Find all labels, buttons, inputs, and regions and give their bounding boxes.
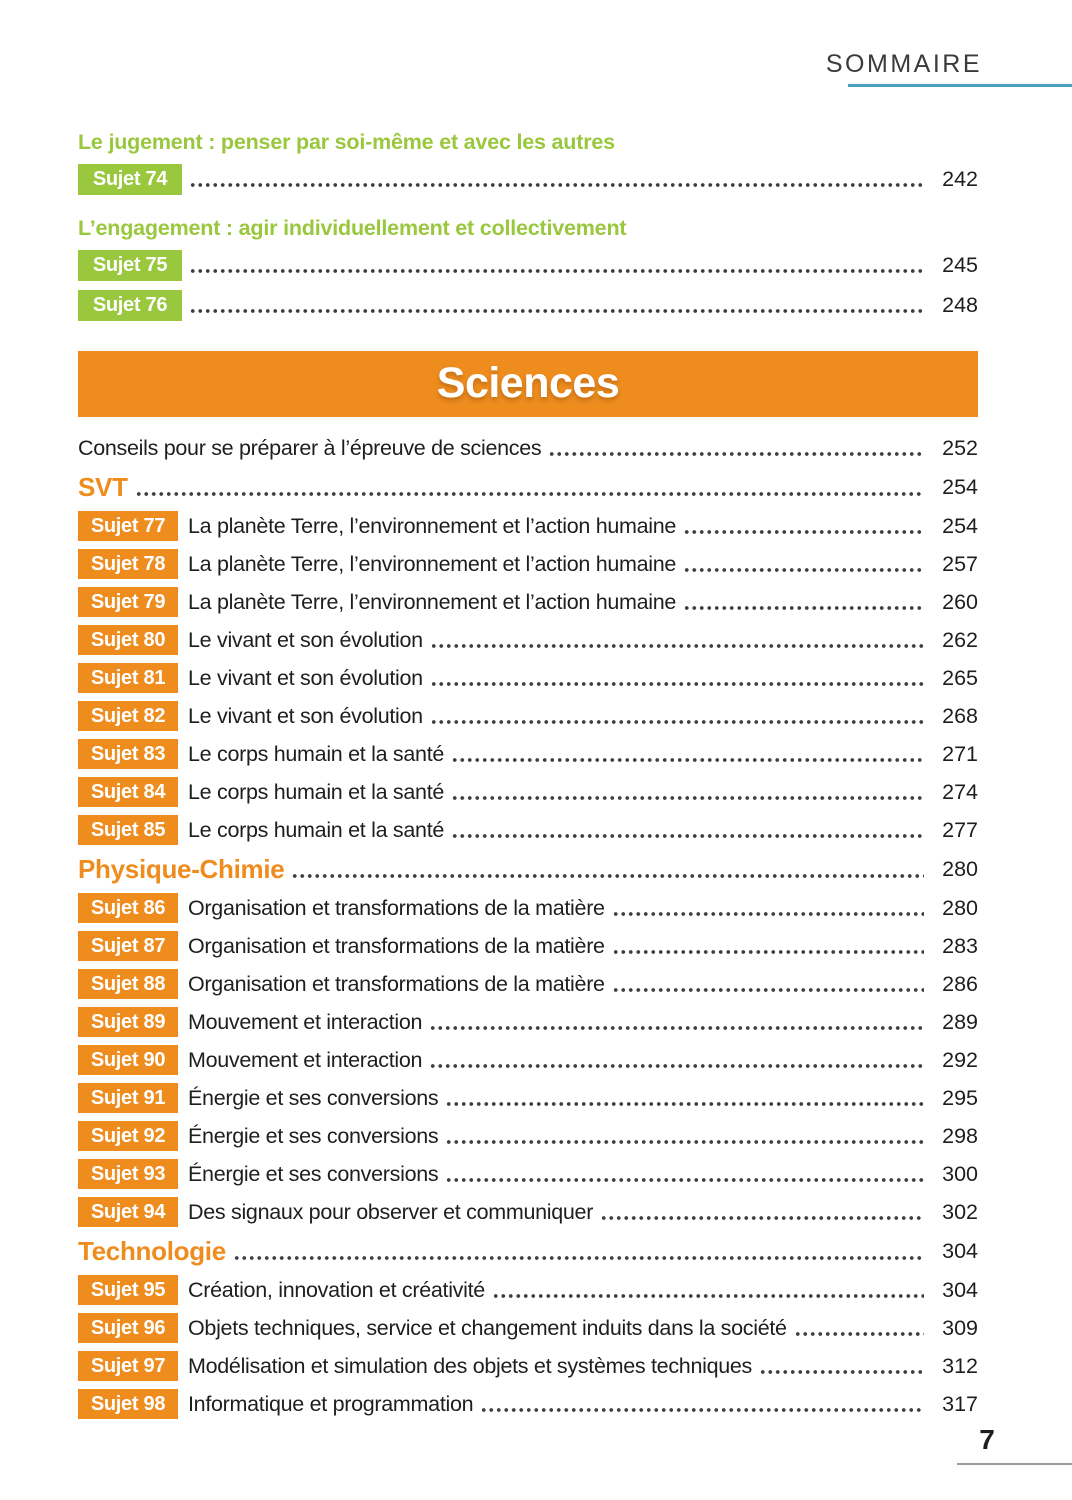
dotted-leader: [794, 1331, 924, 1337]
entry-page-number: 274: [942, 779, 978, 804]
part-banner: [78, 351, 978, 417]
entry-title: Énergie et ses conversions: [188, 1086, 439, 1110]
dotted-leader: [233, 1255, 924, 1261]
entry-page-number: 268: [942, 703, 978, 728]
dotted-leader: [451, 757, 924, 763]
entry-page-number: 252: [942, 435, 978, 460]
entry-page-number: 242: [942, 166, 978, 191]
dotted-leader: [683, 605, 924, 611]
entry-page-number: 254: [942, 513, 978, 538]
entry-title: Mouvement et interaction: [188, 1048, 423, 1072]
subject-badge: Sujet 78: [78, 549, 178, 579]
toc-entry-row: [78, 659, 978, 697]
dotted-leader: [189, 268, 924, 274]
entry-title: La planète Terre, l’environnement et l’action humaine: [188, 514, 677, 538]
dotted-leader: [451, 833, 924, 839]
subject-badge: Sujet 83: [78, 739, 178, 769]
dotted-leader: [430, 643, 924, 649]
dotted-leader: [683, 567, 924, 573]
header-underline-rule: [848, 84, 1072, 87]
toc-entry-row: [78, 773, 978, 811]
toc-entry-row: [78, 889, 978, 927]
dotted-leader: [492, 1293, 924, 1299]
entry-page-number: 304: [942, 1277, 978, 1302]
toc-entry-row: [78, 697, 978, 735]
toc-entry-row: [78, 621, 978, 659]
subject-badge: Sujet 94: [78, 1197, 178, 1227]
entry-page-number: 254: [942, 474, 978, 499]
subject-badge: Sujet 79: [78, 587, 178, 617]
chapter-heading: Le jugement : penser par soi-même et avec les autres: [78, 130, 615, 154]
dotted-leader: [759, 1369, 924, 1375]
entry-page-number: 286: [942, 971, 978, 996]
dotted-leader: [189, 182, 924, 188]
dotted-leader: [612, 987, 924, 993]
entry-title: Le corps humain et la santé: [188, 818, 445, 842]
entry-page-number: 317: [942, 1391, 978, 1416]
toc-entry-row: [78, 507, 978, 545]
toc-entry-row: [78, 1003, 978, 1041]
entry-title: Objets techniques, service et changement induits dans la société: [188, 1316, 787, 1340]
dotted-leader: [430, 681, 924, 687]
section-title: SVT: [78, 472, 128, 502]
dotted-leader: [189, 308, 924, 314]
entry-page-number: 298: [942, 1123, 978, 1148]
entry-title: Le vivant et son évolution: [188, 666, 423, 690]
toc-entry-row: [78, 1271, 978, 1309]
entry-title: Conseils pour se préparer à l’épreuve de sciences: [78, 436, 542, 460]
entry-page-number: 304: [942, 1238, 978, 1263]
entry-title: Mouvement et interaction: [188, 1010, 423, 1034]
subject-badge: Sujet 85: [78, 815, 178, 845]
dotted-leader: [429, 1025, 924, 1031]
subject-badge: Sujet 95: [78, 1275, 178, 1305]
toc-entry-row: [78, 811, 978, 849]
dotted-leader: [480, 1407, 924, 1413]
subject-badge: Sujet 84: [78, 777, 178, 807]
toc-content: [78, 128, 978, 1423]
entry-page-number: 265: [942, 665, 978, 690]
entry-page-number: 289: [942, 1009, 978, 1034]
dotted-leader: [445, 1101, 924, 1107]
entry-title: Organisation et transformations de la matière: [188, 896, 605, 920]
dotted-leader: [291, 873, 924, 879]
entry-page-number: 312: [942, 1353, 978, 1378]
toc-section-row: [78, 1231, 978, 1271]
subject-badge: Sujet 86: [78, 893, 178, 923]
folio-rule: [957, 1463, 1072, 1465]
entry-page-number: 300: [942, 1161, 978, 1186]
toc-list: [78, 429, 978, 1423]
entry-page-number: 280: [942, 856, 978, 881]
subject-badge: Sujet 76: [78, 290, 182, 321]
entry-title: Le vivant et son évolution: [188, 704, 423, 728]
toc-section-row: [78, 467, 978, 507]
entry-title: Des signaux pour observer et communiquer: [188, 1200, 594, 1224]
subject-badge: Sujet 80: [78, 625, 178, 655]
part-banner-title: Sciences: [436, 359, 620, 407]
subject-badge: Sujet 93: [78, 1159, 178, 1189]
dotted-leader: [451, 795, 924, 801]
toc-entry-row: [78, 1309, 978, 1347]
subject-badge: Sujet 77: [78, 511, 178, 541]
toc-entry-row: [78, 1117, 978, 1155]
subject-badge: Sujet 74: [78, 164, 182, 195]
dotted-leader: [612, 911, 924, 917]
toc-entry-row: [78, 249, 978, 281]
toc-entry-row: [78, 965, 978, 1003]
subject-badge: Sujet 82: [78, 701, 178, 731]
entry-title: Le corps humain et la santé: [188, 780, 445, 804]
toc-entry-row: [78, 1385, 978, 1423]
subject-badge: Sujet 98: [78, 1389, 178, 1419]
subject-badge: Sujet 81: [78, 663, 178, 693]
entry-page-number: 262: [942, 627, 978, 652]
dotted-leader: [445, 1139, 924, 1145]
dotted-leader: [612, 949, 924, 955]
toc-entry-row: [78, 1079, 978, 1117]
entry-title: La planète Terre, l’environnement et l’action humaine: [188, 590, 677, 614]
dotted-leader: [135, 491, 924, 497]
entry-title: Modélisation et simulation des objets et systèmes techniques: [188, 1354, 753, 1378]
subject-badge: Sujet 88: [78, 969, 178, 999]
toc-entry-row: [78, 583, 978, 621]
toc-entry-row: [78, 1193, 978, 1231]
dotted-leader: [600, 1215, 924, 1221]
toc-entry-row: [78, 429, 978, 467]
entry-title: Création, innovation et créativité: [188, 1278, 485, 1302]
entry-page-number: 271: [942, 741, 978, 766]
subject-badge: Sujet 90: [78, 1045, 178, 1075]
toc-entry-row: [78, 289, 978, 321]
entry-title: Organisation et transformations de la matière: [188, 934, 605, 958]
entry-title: Le corps humain et la santé: [188, 742, 445, 766]
entry-page-number: 245: [942, 252, 978, 277]
chapter-group: [78, 214, 978, 321]
entry-page-number: 283: [942, 933, 978, 958]
entry-title: Informatique et programmation: [188, 1392, 474, 1416]
entry-page-number: 260: [942, 589, 978, 614]
dotted-leader: [548, 451, 924, 457]
dotted-leader: [430, 719, 924, 725]
entry-page-number: 248: [942, 292, 978, 317]
subject-badge: Sujet 96: [78, 1313, 178, 1343]
entry-title: Énergie et ses conversions: [188, 1124, 439, 1148]
toc-entry-row: [78, 1155, 978, 1193]
toc-entry-row: [78, 927, 978, 965]
entry-title: Énergie et ses conversions: [188, 1162, 439, 1186]
section-title: Technologie: [78, 1236, 226, 1266]
section-title: Physique-Chimie: [78, 854, 285, 884]
sommaire-header-label: SOMMAIRE: [825, 50, 982, 78]
toc-section-row: [78, 849, 978, 889]
toc-entry-row: [78, 545, 978, 583]
subject-badge: Sujet 97: [78, 1351, 178, 1381]
entry-page-number: 295: [942, 1085, 978, 1110]
entry-page-number: 292: [942, 1047, 978, 1072]
entry-page-number: 302: [942, 1199, 978, 1224]
dotted-leader: [445, 1177, 924, 1183]
toc-entry-row: [78, 1347, 978, 1385]
entry-page-number: 257: [942, 551, 978, 576]
subject-badge: Sujet 89: [78, 1007, 178, 1037]
subject-badge: Sujet 92: [78, 1121, 178, 1151]
toc-entry-row: [78, 163, 978, 195]
dotted-leader: [683, 529, 924, 535]
chapter-group: [78, 128, 978, 195]
chapter-heading: L’engagement : agir individuellement et collectivement: [78, 216, 627, 240]
entry-page-number: 277: [942, 817, 978, 842]
entry-page-number: 280: [942, 895, 978, 920]
entry-title: Organisation et transformations de la matière: [188, 972, 605, 996]
subject-badge: Sujet 75: [78, 250, 182, 281]
intro-chapter-groups: [78, 128, 978, 321]
entry-title: Le vivant et son évolution: [188, 628, 423, 652]
toc-entry-row: [78, 735, 978, 773]
subject-badge: Sujet 87: [78, 931, 178, 961]
dotted-leader: [429, 1063, 924, 1069]
entry-title: La planète Terre, l’environnement et l’action humaine: [188, 552, 677, 576]
toc-entry-row: [78, 1041, 978, 1079]
entry-page-number: 309: [942, 1315, 978, 1340]
subject-badge: Sujet 91: [78, 1083, 178, 1113]
folio-page-number: 7: [979, 1424, 995, 1455]
